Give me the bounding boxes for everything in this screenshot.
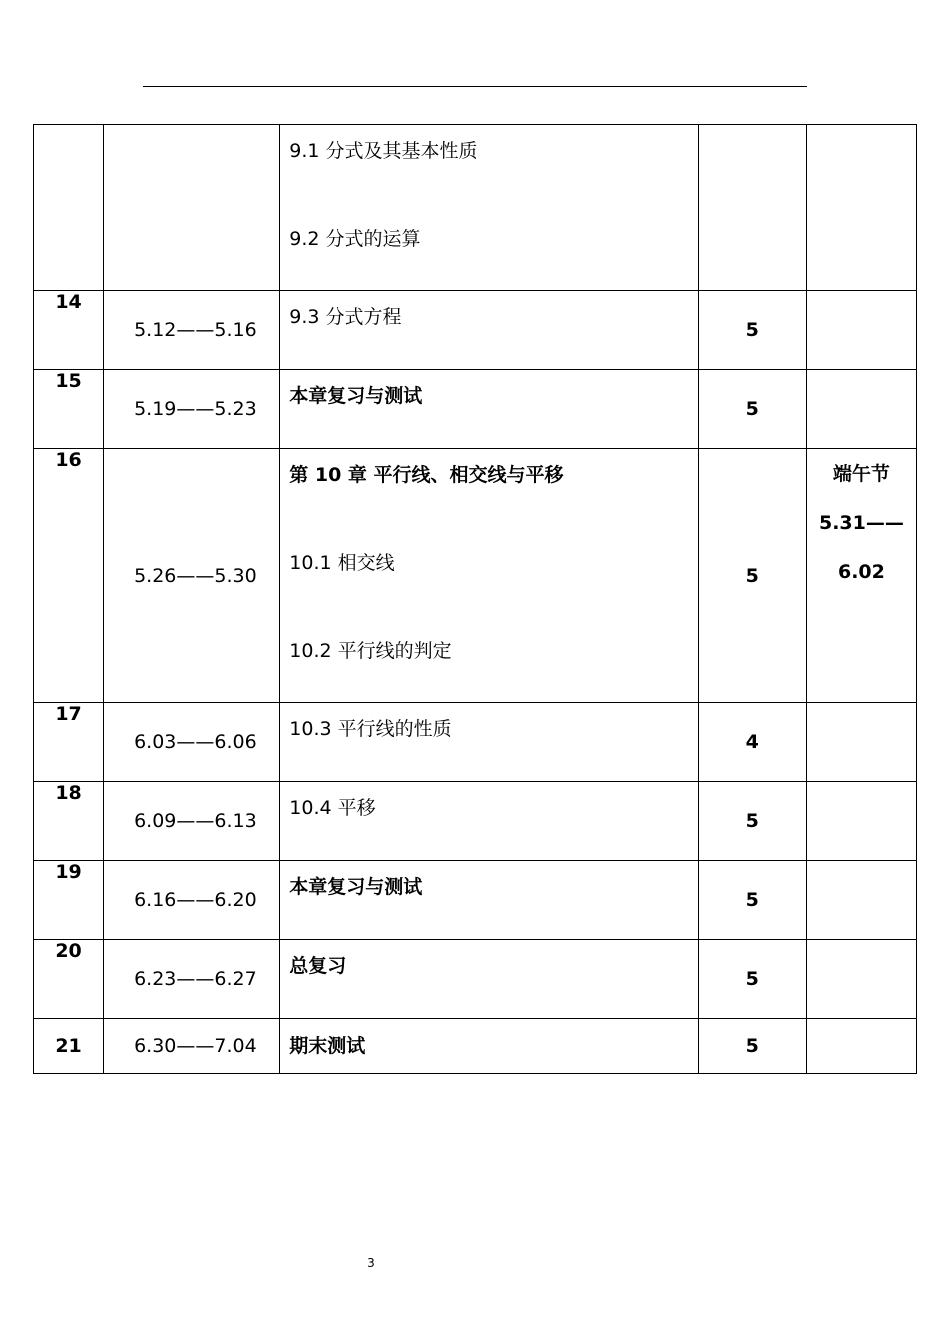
content-cell (280, 291, 698, 370)
content-line: 10.2 平行线的判定 (289, 640, 452, 662)
hours: 5 (698, 940, 806, 1019)
content-line: 期末测试 (289, 1035, 366, 1057)
content-cell (280, 1019, 698, 1074)
note-holiday: 端午节 (832, 463, 890, 485)
week-number: 18 (34, 782, 104, 861)
table-row (34, 449, 917, 703)
table-row (34, 861, 917, 940)
note-cell (806, 940, 916, 1019)
hours: 5 (698, 370, 806, 449)
hours: 5 (698, 782, 806, 861)
hours: 4 (698, 703, 806, 782)
date-range: 6.16——6.20 (104, 861, 280, 940)
content-cell (280, 449, 698, 703)
date-range: 5.12——5.16 (104, 291, 280, 370)
table-row (34, 291, 917, 370)
note-cell (806, 861, 916, 940)
hours: 5 (698, 1019, 806, 1074)
week-number: 16 (34, 449, 104, 703)
table-row (34, 703, 917, 782)
week-number: 20 (34, 940, 104, 1019)
note-date-start: 5.31—— (818, 512, 904, 534)
note-cell (806, 703, 916, 782)
table-row (34, 782, 917, 861)
content-line: 本章复习与测试 (289, 876, 423, 898)
date-range: 6.30——7.04 (104, 1019, 280, 1074)
week-number: 19 (34, 861, 104, 940)
date-range: 5.19——5.23 (104, 370, 280, 449)
content-line: 10.4 平移 (289, 797, 376, 819)
table-row (34, 1019, 917, 1074)
hours: 5 (698, 449, 806, 703)
table-row (34, 940, 917, 1019)
date-range: 6.03——6.06 (104, 703, 280, 782)
schedule-table (33, 124, 917, 1074)
week-number: 14 (34, 291, 104, 370)
content-line: 总复习 (289, 955, 347, 977)
week-number (34, 125, 104, 291)
hours (698, 125, 806, 291)
date-range: 5.26——5.30 (104, 449, 280, 703)
content-cell (280, 940, 698, 1019)
content-line: 10.3 平行线的性质 (289, 718, 452, 740)
content-cell (280, 370, 698, 449)
page-number: 3 (367, 1256, 375, 1270)
week-number: 21 (34, 1019, 104, 1074)
table-row (34, 370, 917, 449)
content-cell (280, 782, 698, 861)
note-cell (806, 449, 916, 703)
hours: 5 (698, 861, 806, 940)
content-line: 本章复习与测试 (289, 385, 423, 407)
content-line: 9.3 分式方程 (289, 306, 402, 328)
note-cell (806, 370, 916, 449)
content-line: 9.1 分式及其基本性质 (289, 140, 478, 162)
note-cell (806, 1019, 916, 1074)
date-range: 6.09——6.13 (104, 782, 280, 861)
content-line: 第 10 章 平行线、相交线与平移 (289, 464, 564, 486)
hours: 5 (698, 291, 806, 370)
week-number: 17 (34, 703, 104, 782)
week-number: 15 (34, 370, 104, 449)
content-cell (280, 861, 698, 940)
table-row (34, 125, 917, 291)
date-range (104, 125, 280, 291)
note-cell (806, 125, 916, 291)
content-line: 10.1 相交线 (289, 552, 395, 574)
content-cell (280, 703, 698, 782)
header-rule (143, 86, 807, 87)
content-line: 9.2 分式的运算 (289, 228, 421, 250)
note-date-end: 6.02 (837, 561, 885, 583)
note-cell (806, 291, 916, 370)
content-cell (280, 125, 698, 291)
date-range: 6.23——6.27 (104, 940, 280, 1019)
note-cell (806, 782, 916, 861)
